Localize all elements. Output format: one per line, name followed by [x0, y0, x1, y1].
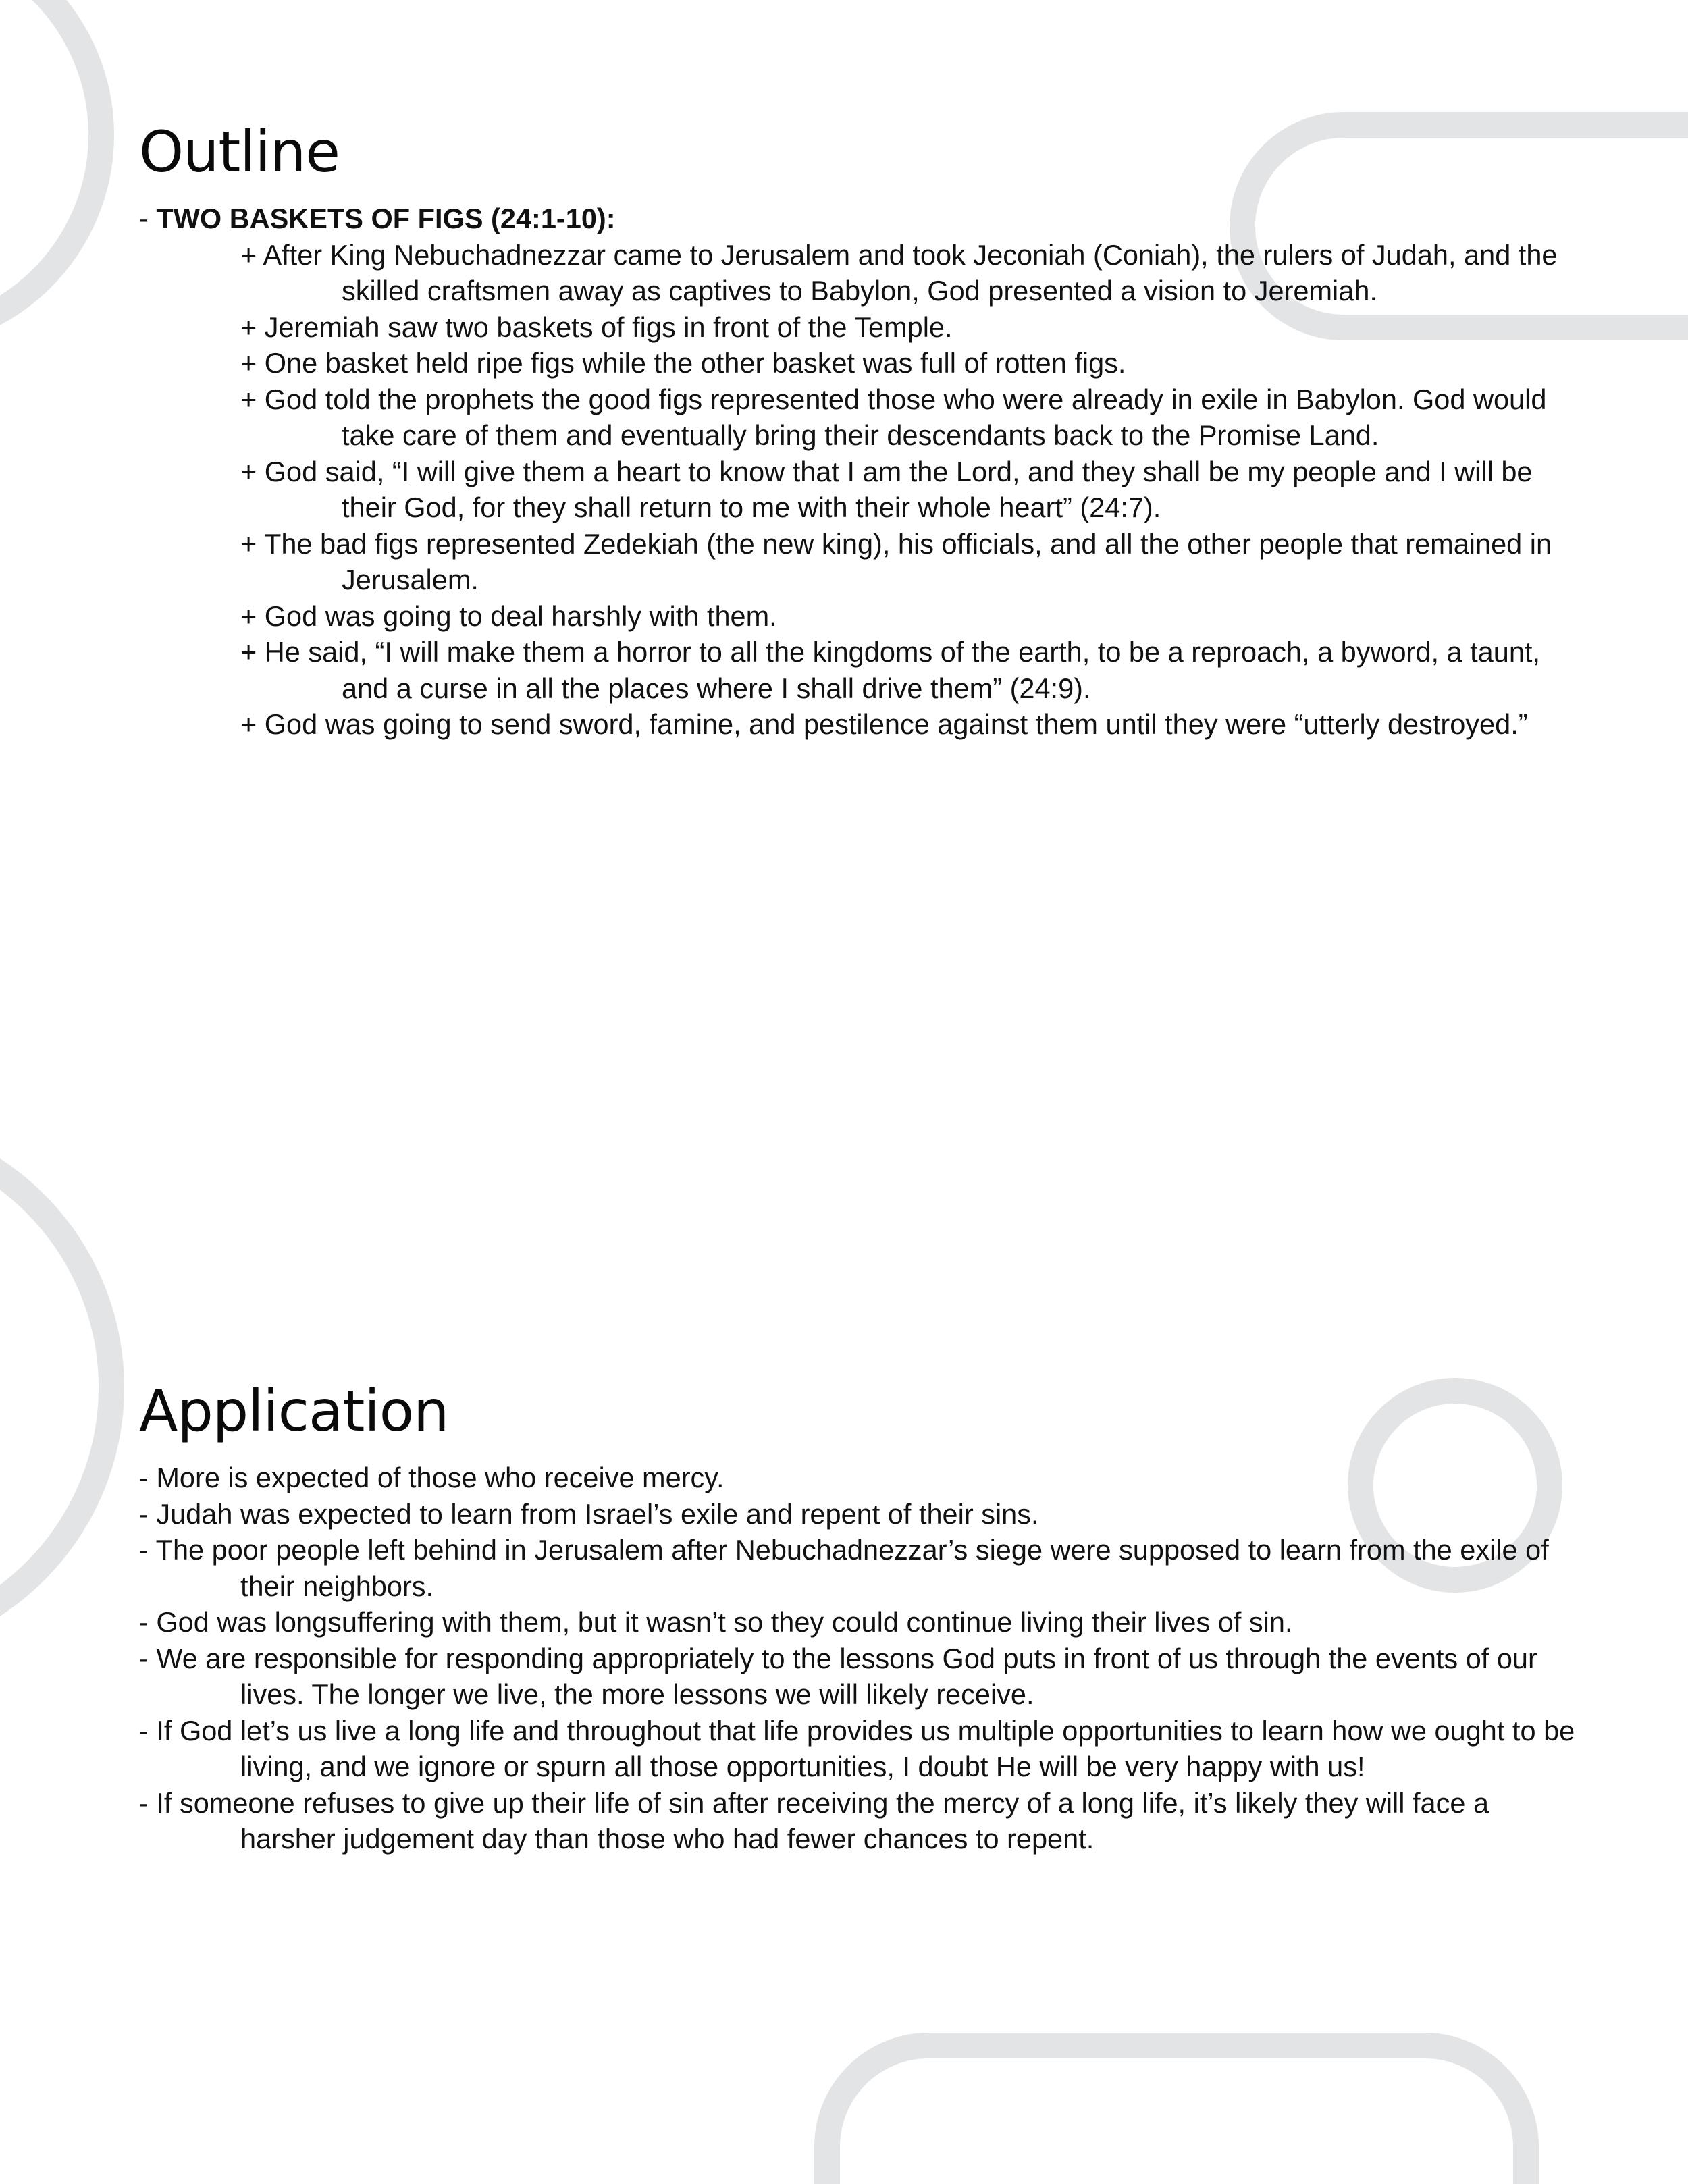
outline-title: Outline	[139, 119, 340, 185]
top-left-arc	[0, 0, 101, 338]
application-point: - The poor people left behind in Jerusalem after Nebuchadnezzar’s siege were supposed to learn from the exile of their neighbors.	[139, 1534, 1549, 1602]
outline-point: + God told the prophets the good figs represented those who were already in exile in Babylon. God would take care of them and eventually bring their descendants back to the Promise Land.	[240, 383, 1547, 451]
outline-point: + He said, “I will make them a horror to all the kingdoms of the earth, to be a reproach, a byword, a taunt, and a curse in all the places where I shall drive them” (24:9).	[240, 636, 1540, 704]
outline-point: + The bad figs represented Zedekiah (the new king), his officials, and all the other people that remained in Jerusalem.	[240, 527, 1552, 595]
application-point: - Judah was expected to learn from Israel’s exile and repent of their sins.	[139, 1497, 1039, 1530]
outline-point: + Jeremiah saw two baskets of figs in front of the Temple.	[240, 311, 953, 343]
application-title: Application	[139, 1378, 449, 1444]
outline-heading-dash: -	[139, 203, 157, 234]
outline-point: + After King Nebuchadnezzar came to Jerusalem and took Jeconiah (Coniah), the rulers of Judah, and the skilled craftsmen away as captives to Babylon, God presented a vision to Jeremiah.	[240, 238, 1558, 307]
mid-left-arc	[0, 1127, 111, 1647]
application-point: - We are responsible for responding appropriately to the lessons God puts in front of us through the events of our lives. The longer we live, the more lessons we will likely receive.	[139, 1642, 1537, 1710]
application-point: - More is expected of those who receive mercy.	[139, 1462, 724, 1493]
application-point: - God was longsuffering with them, but it wasn’t so they could continue living their lives of sin.	[139, 1606, 1293, 1638]
outline-list	[139, 201, 1591, 743]
outline-heading: TWO BASKETS OF FIGS (24:1-10):	[156, 203, 616, 234]
application-list	[139, 1460, 1591, 1857]
outline-point: + One basket held ripe figs while the other basket was full of rotten figs.	[240, 347, 1126, 379]
application-point: - If someone refuses to give up their life of sin after receiving the mercy of a long life, it’s likely they will face a harsher judgement day than those who had fewer chances to repent.	[139, 1786, 1489, 1855]
outline-point: + God was going to deal harshly with them.	[240, 600, 777, 632]
outline-heading-item	[139, 201, 1591, 237]
outline-point: + God said, “I will give them a heart to know that I am the Lord, and they shall be my people and I will be their God, for they shall return to me with their whole heart” (24:7).	[240, 455, 1533, 523]
outline-point: + God was going to send sword, famine, and pestilence against them until they were “utterly destroyed.”	[240, 708, 1528, 740]
bottom-pill	[827, 2046, 1526, 2184]
application-point: - If God let’s us live a long life and throughout that life provides us multiple opportunities to learn how we ought to be living, and we ignore or spurn all those opportunities, I doubt He will be very happy with us!	[139, 1714, 1575, 1782]
